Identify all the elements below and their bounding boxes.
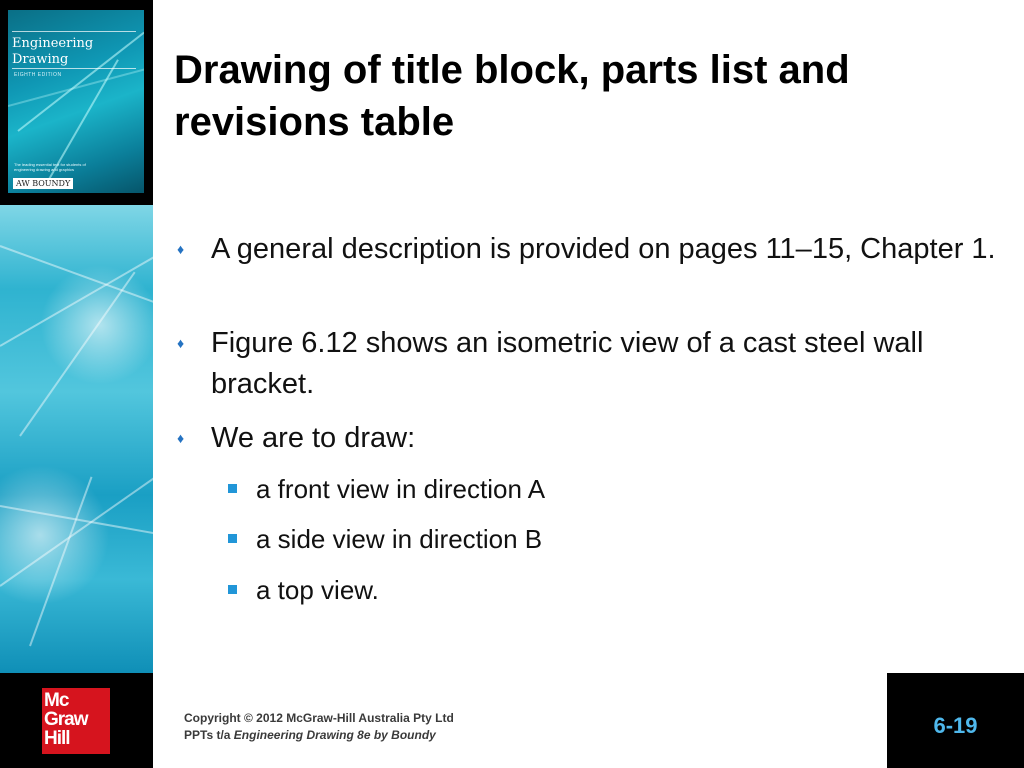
ppt-credit: PPTs t/a Engineering Drawing 8e by Boundy bbox=[184, 728, 436, 742]
slide-title: Drawing of title block, parts list and revisions table bbox=[174, 48, 850, 144]
diamond-bullet-icon: ♦ bbox=[177, 430, 185, 446]
book-cover-title: Engineering Drawing bbox=[12, 36, 94, 67]
book-cover-blurb: The leading essential text for students of engineering drawing and graphics bbox=[14, 162, 86, 172]
square-bullet-icon bbox=[228, 484, 237, 493]
bullet-text: A general description is provided on pages 11–15, Chapter 1. bbox=[211, 233, 996, 265]
copyright-text: Copyright © 2012 McGraw-Hill Australia Pty Ltd bbox=[184, 711, 454, 725]
sub-bullet-text: a side view in direction B bbox=[256, 524, 543, 554]
bullet-item bbox=[177, 323, 1001, 405]
mcgraw-hill-logo: Mc Graw Hill bbox=[42, 688, 110, 754]
bullet-item bbox=[177, 229, 1001, 270]
page-number: 6-19 bbox=[933, 713, 978, 738]
sub-bullet-text: a top view. bbox=[256, 575, 379, 605]
footer-copyright bbox=[184, 710, 454, 744]
decorative-side-art bbox=[0, 205, 153, 673]
book-cover-edition: EIGHTH EDITION bbox=[14, 72, 62, 78]
sub-bullet-text: a front view in direction A bbox=[256, 474, 546, 504]
square-bullet-icon bbox=[228, 585, 237, 594]
sub-bullet-item bbox=[256, 472, 545, 506]
ppt-book-title: Engineering Drawing 8e by Boundy bbox=[233, 728, 436, 742]
square-bullet-icon bbox=[228, 534, 237, 543]
book-cover-panel bbox=[0, 0, 153, 205]
bullet-text: Figure 6.12 shows an isometric view of a cast steel wall bracket. bbox=[211, 327, 924, 400]
book-cover-image bbox=[8, 10, 144, 193]
book-cover-author: AW BOUNDY bbox=[13, 178, 73, 189]
diamond-bullet-icon: ♦ bbox=[177, 241, 185, 257]
bullet-item bbox=[177, 418, 1001, 459]
sub-bullet-item bbox=[256, 522, 542, 556]
diamond-bullet-icon: ♦ bbox=[177, 335, 185, 351]
bullet-text: We are to draw: bbox=[211, 422, 416, 454]
sub-bullet-item bbox=[256, 573, 379, 607]
